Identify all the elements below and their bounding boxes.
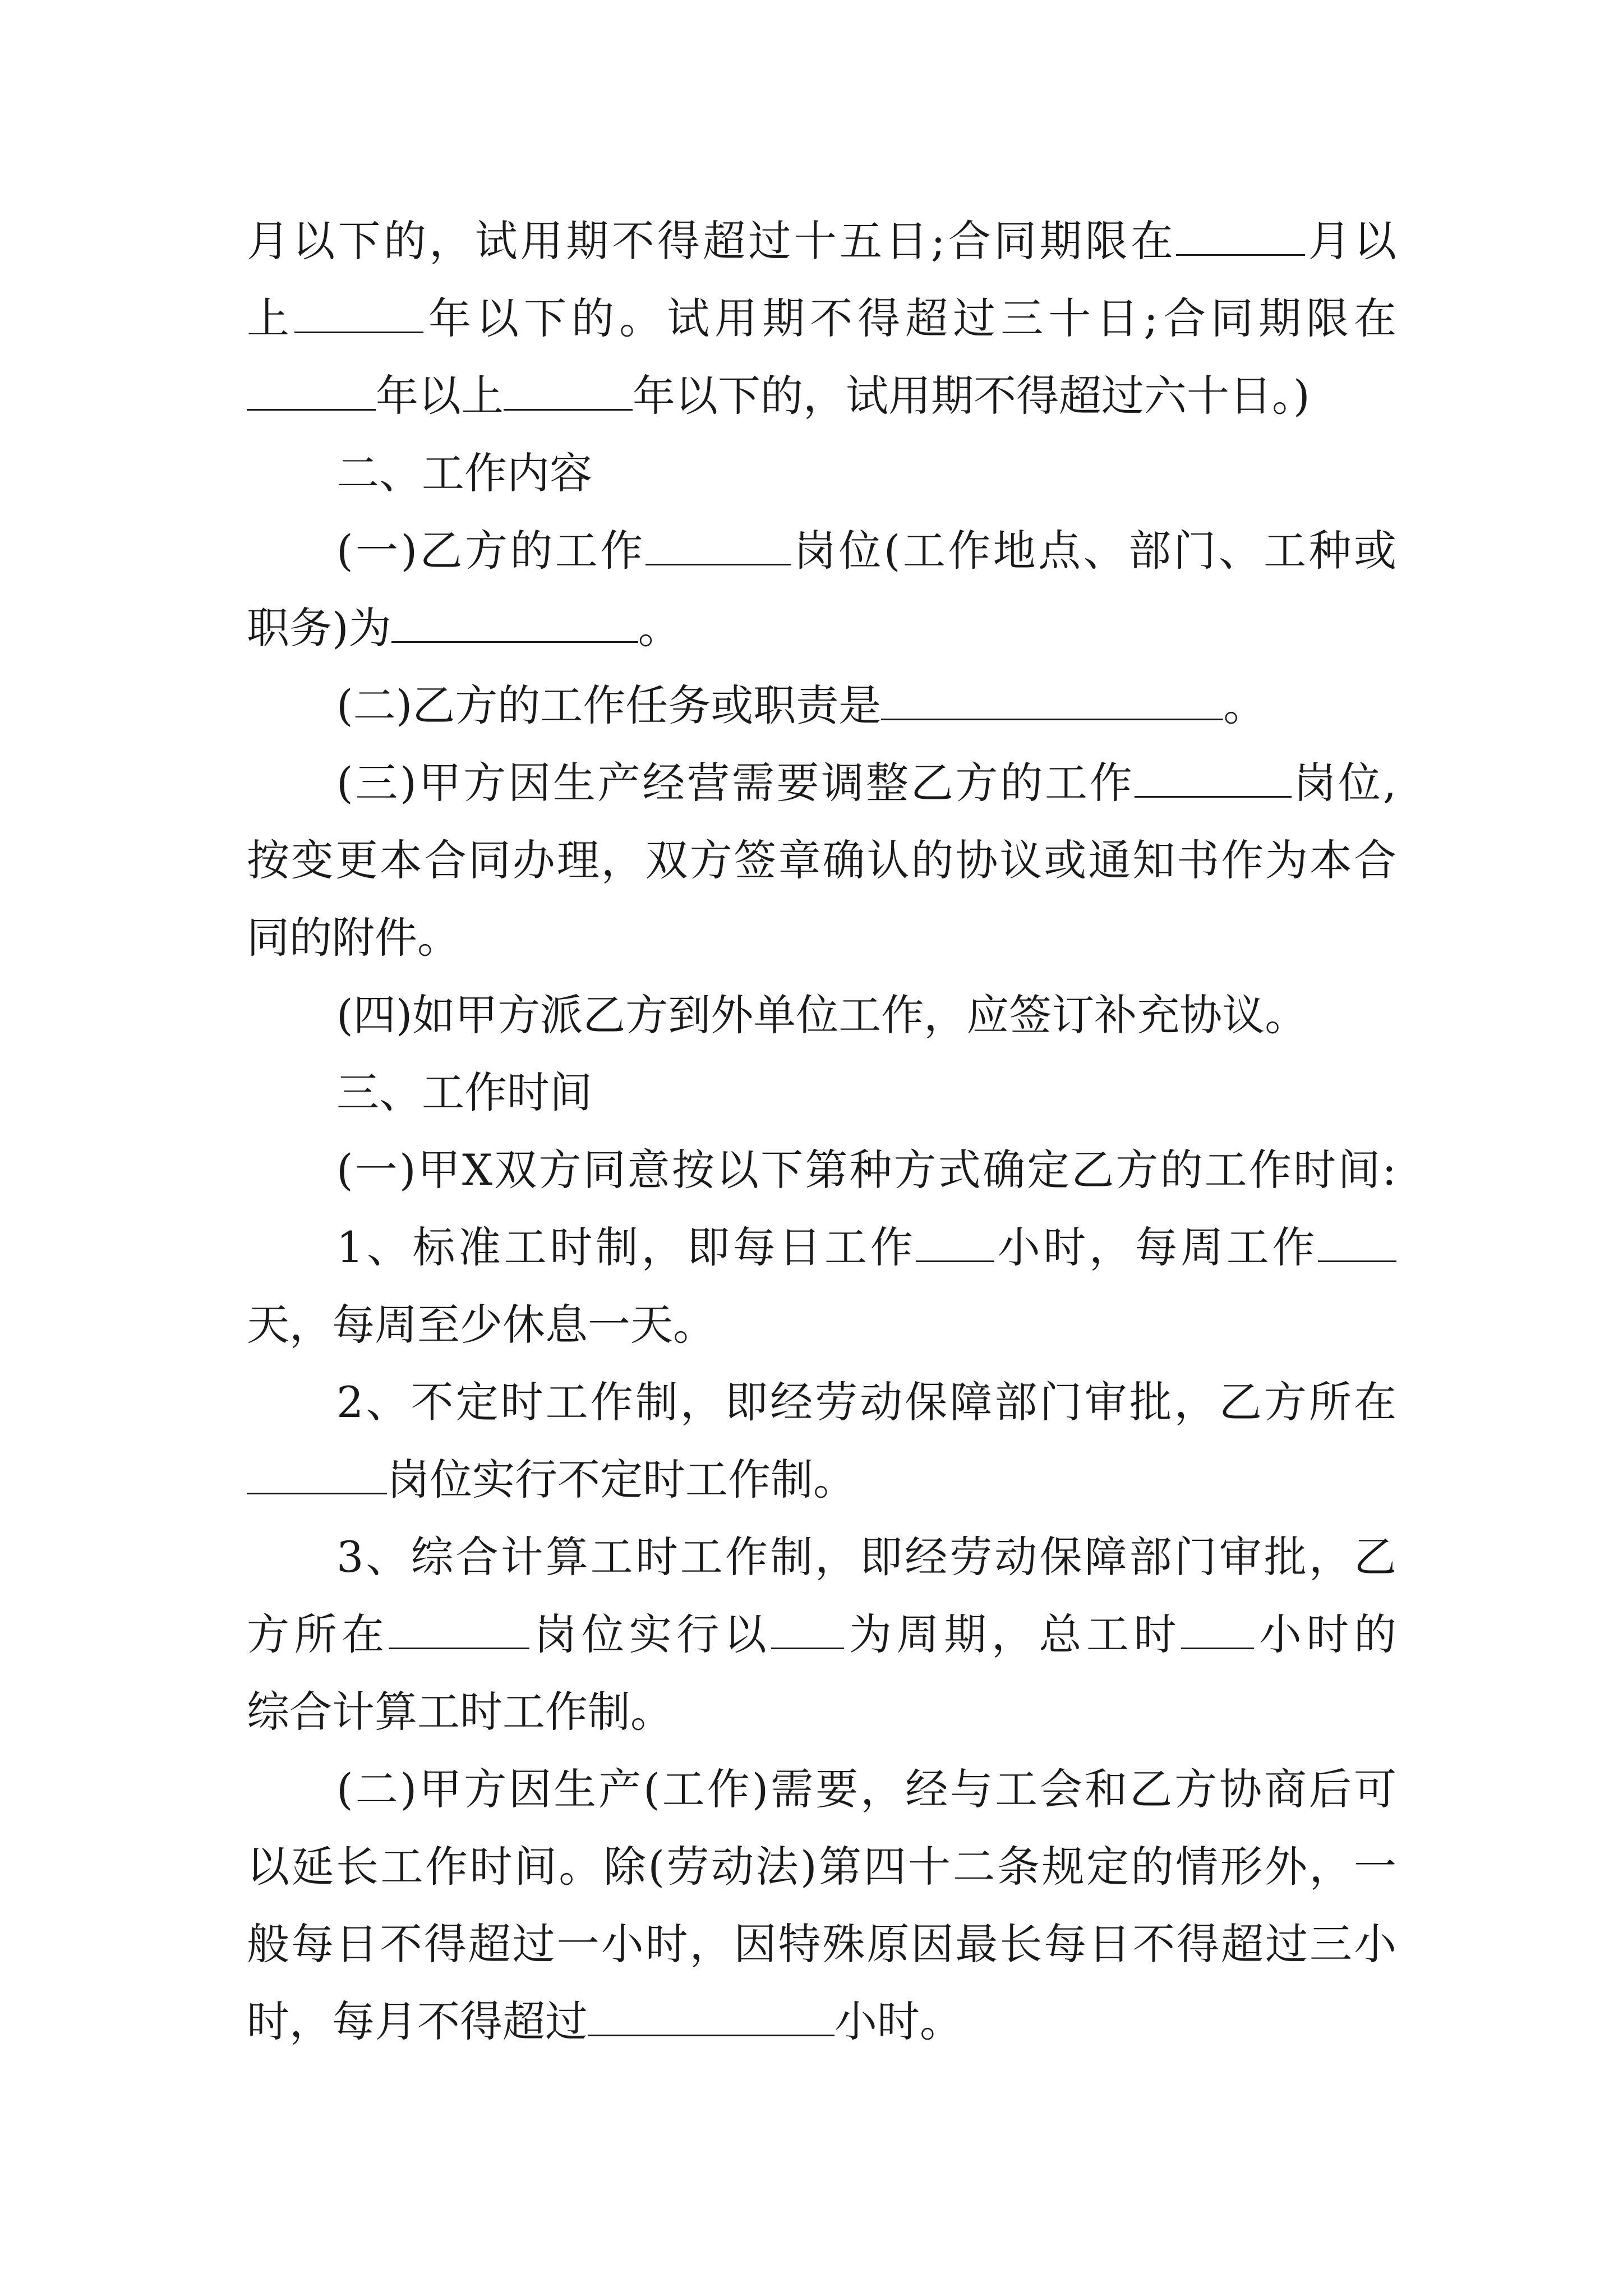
text-span: 。 xyxy=(638,603,681,653)
text-span: 。 xyxy=(1223,680,1266,730)
text-line: 以延长工作时间。除(劳动法)第四十二条规定的情形外，一 xyxy=(247,1842,1396,1892)
text-span: 小时的 xyxy=(1254,1609,1397,1659)
text-line: 综合计算工时工作制。 xyxy=(247,1687,673,1737)
fill-blank xyxy=(1176,218,1305,256)
text-span: 方所在 xyxy=(247,1609,389,1659)
fill-blank xyxy=(391,605,638,643)
fill-blank xyxy=(247,1457,387,1494)
text-span: 时，每月不得超过 xyxy=(247,1996,588,2046)
text-span: (三)甲方因生产经营需要调整乙方的工作 xyxy=(336,758,1135,808)
fill-blank xyxy=(771,1612,844,1649)
text-line: 天，每周至少休息一天。 xyxy=(247,1300,716,1350)
text-span: (一)乙方的工作 xyxy=(336,526,645,576)
text-line: (四)如甲方派乙方到外单位工作，应签订补充协议。 xyxy=(336,990,1308,1040)
text-line xyxy=(247,1446,1396,1513)
text-line xyxy=(247,362,1396,430)
fill-blank xyxy=(881,683,1223,720)
section-heading: 二、工作内容 xyxy=(336,448,592,498)
text-line: (一)甲X双方同意按以下第种方式确定乙方的工作时间: xyxy=(336,1145,1396,1195)
text-line xyxy=(247,208,1396,275)
text-span: 为周期，总工时 xyxy=(844,1609,1182,1659)
fill-blank xyxy=(588,1999,834,2036)
text-line: 同的附件。 xyxy=(247,913,460,963)
text-span: 小时。 xyxy=(834,1996,962,2046)
fill-blank xyxy=(1181,1612,1254,1649)
text-line xyxy=(247,595,1396,662)
text-span: 小时，每周工作 xyxy=(994,1222,1318,1272)
text-span: 年以下的，试用期不得超过六十日。) xyxy=(633,371,1310,421)
text-line: 2、不定时工作制，即经劳动保障部门审批，乙方所在 xyxy=(336,1377,1396,1427)
text-line: 按变更本合同办理，双方签章确认的协议或通知书作为本合 xyxy=(247,835,1396,885)
fill-blank xyxy=(504,373,633,411)
text-span: 月以下的，试用期不得超过十五日;合同期限在 xyxy=(247,216,1177,266)
text-span: 岗位, xyxy=(1291,758,1396,808)
text-span: 岗位(工作地点、部门、工种或 xyxy=(791,526,1396,576)
text-line xyxy=(247,285,1396,352)
text-line: 般每日不得超过一小时，因特殊原因最长每日不得超过三小 xyxy=(247,1919,1396,1969)
fill-blank xyxy=(247,373,376,411)
text-line xyxy=(247,1601,1396,1668)
text-span: (二)乙方的工作任务或职责是 xyxy=(336,680,882,730)
text-line: 3、综合计算工时工作制，即经劳动保障部门审批，乙 xyxy=(336,1532,1396,1582)
text-span: 月以 xyxy=(1305,216,1397,266)
fill-blank xyxy=(916,1225,994,1262)
text-line xyxy=(247,1214,1396,1281)
text-line: (二)甲方因生产(工作)需要，经与工会和乙方协商后可 xyxy=(336,1764,1396,1814)
text-line xyxy=(247,749,1396,817)
fill-blank xyxy=(1318,1225,1396,1262)
fill-blank xyxy=(645,528,791,565)
text-span: 1、标准工时制，即每日工作 xyxy=(336,1222,916,1272)
section-heading: 三、工作时间 xyxy=(336,1068,592,1117)
text-span: 岗位实行不定时工作制。 xyxy=(387,1455,856,1504)
text-line xyxy=(247,672,1396,739)
fill-blank xyxy=(1135,760,1292,798)
fill-blank xyxy=(389,1612,529,1649)
text-span: 职务)为 xyxy=(247,603,391,653)
text-span: 年以下的。试用期不得超过三十日;合同期限在 xyxy=(423,293,1397,343)
text-line xyxy=(247,1988,1396,2055)
text-line xyxy=(247,517,1396,585)
text-span: 上 xyxy=(247,293,295,343)
text-span: 岗位实行以 xyxy=(529,1609,772,1659)
fill-blank xyxy=(294,296,423,333)
text-span: 年以上 xyxy=(376,371,504,421)
